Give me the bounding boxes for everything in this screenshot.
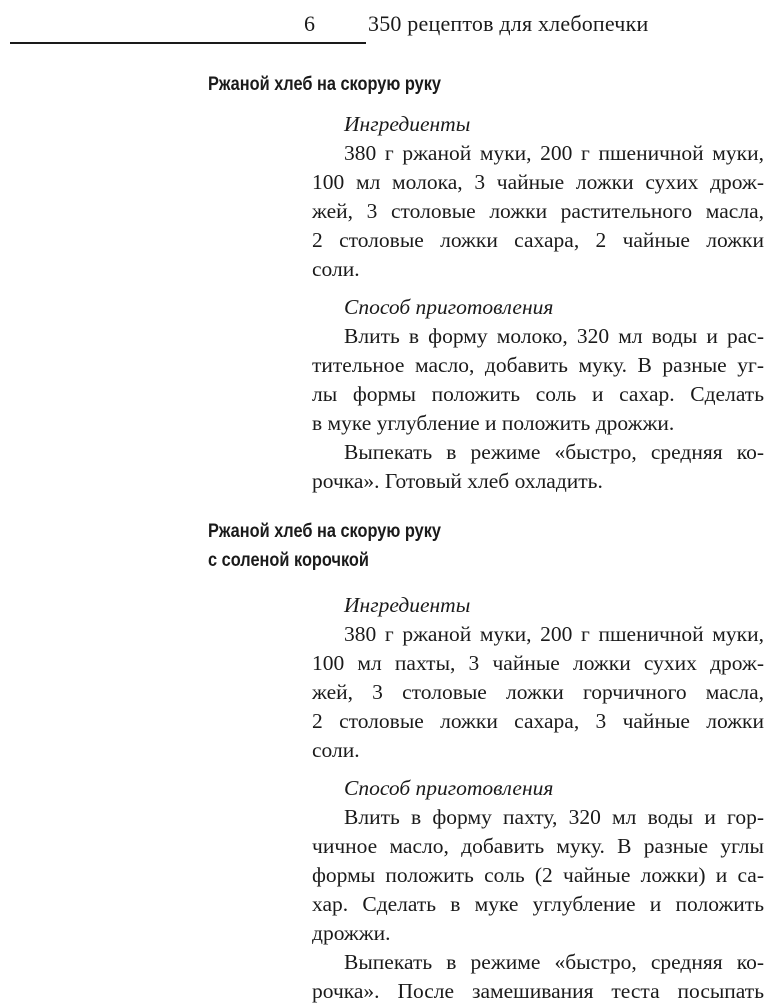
- method-section: [312, 293, 764, 496]
- ingredients-line: 380 г ржаной муки, 200 г пшеничной муки,: [344, 622, 764, 646]
- ingredients-section: [312, 110, 764, 284]
- recipe-title-line: с соленой корочкой: [208, 550, 369, 571]
- method-heading: Способ приготовления: [344, 295, 554, 319]
- ingredients-line: жей, 3 столовые ложки растительного масла,: [312, 199, 764, 223]
- method-line: чичное масло, добавить муку. В разные углы: [312, 834, 764, 858]
- page-number: 6: [304, 11, 315, 36]
- method-line: рочка». Готовый хлеб охладить.: [312, 469, 603, 493]
- ingredients-line: 380 г ржаной муки, 200 г пшеничной муки,: [344, 141, 764, 165]
- ingredients-line: 2 столовые ложки сахара, 2 чайные ложки: [312, 228, 764, 252]
- method-line: дрожжи.: [312, 921, 391, 945]
- method-line: Влить в форму молоко, 320 мл воды и рас-: [344, 324, 764, 348]
- recipe-title-line: Ржаной хлеб на скорую руку: [208, 74, 441, 95]
- method-line: рочка». После замешивания теста посыпать: [312, 979, 764, 1003]
- ingredients-line: соли.: [312, 738, 360, 762]
- ingredients-line: 2 столовые ложки сахара, 3 чайные ложки: [312, 709, 764, 733]
- ingredients-heading: Ингредиенты: [344, 112, 471, 136]
- method-line: в муке углубление и положить дрожжи.: [312, 411, 675, 435]
- recipe-title: [208, 517, 441, 575]
- method-line: Выпекать в режиме «быстро, средняя ко-: [344, 950, 764, 974]
- ingredients-section: [312, 591, 764, 765]
- method-section: [312, 774, 764, 1006]
- ingredients-heading: Ингредиенты: [344, 593, 471, 617]
- recipe-title: [208, 70, 441, 99]
- header-rule: [10, 42, 366, 44]
- running-title: 350 рецептов для хлебопечки: [368, 11, 649, 36]
- method-line: лы формы положить соль и сахар. Сделать: [312, 382, 764, 406]
- method-line: хар. Сделать в муке углубление и положить: [312, 892, 764, 916]
- method-line: Влить в форму пахту, 320 мл воды и гор-: [344, 805, 764, 829]
- method-line: формы положить соль (2 чайные ложки) и са-: [312, 863, 764, 887]
- method-heading: Способ приготовления: [344, 776, 554, 800]
- method-line: тительное масло, добавить муку. В разные уг-: [312, 353, 764, 377]
- ingredients-line: 100 мл молока, 3 чайные ложки сухих дрож-: [312, 170, 764, 194]
- recipe-title-line: Ржаной хлеб на скорую руку: [208, 521, 441, 542]
- ingredients-line: жей, 3 столовые ложки горчичного масла,: [312, 680, 764, 704]
- ingredients-line: соли.: [312, 257, 360, 281]
- ingredients-line: 100 мл пахты, 3 чайные ложки сухих дрож-: [312, 651, 764, 675]
- method-line: Выпекать в режиме «быстро, средняя ко-: [344, 440, 764, 464]
